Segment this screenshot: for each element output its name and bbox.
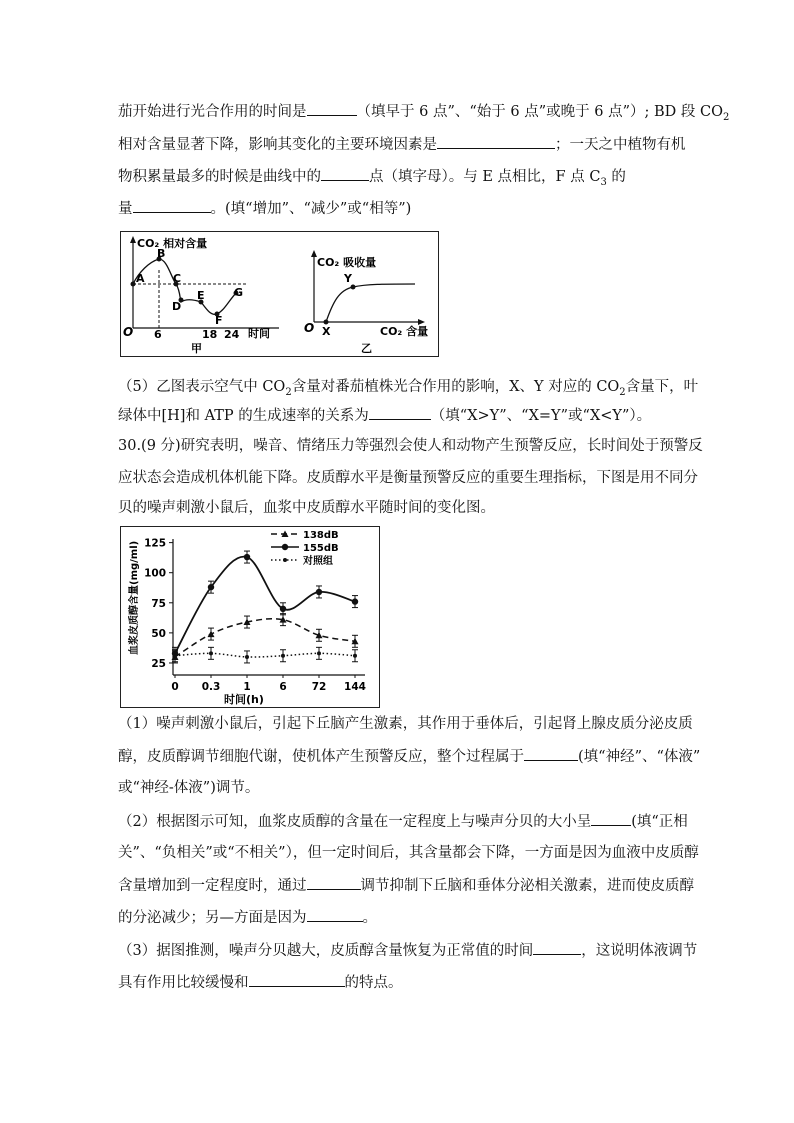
data-point-155dB-144 [352,598,358,604]
q30-3-line-2 [118,972,403,993]
answer-blank[interactable] [524,746,578,761]
q29-5-line-2 [118,405,651,426]
yi-point-x [324,320,329,325]
q30-2-line-4 [118,907,377,928]
data-point-138dB-0.3 [208,631,215,638]
subscript: 2 [285,386,292,398]
q29-5-line-1 [118,377,698,403]
jia-caption: 甲 [191,342,202,355]
q29-text: 点（填字母）。与 E 点相比，F 点 C [369,169,601,185]
jia-label-g: G [234,286,244,299]
chart-xtick-label: 6 [279,681,287,693]
chart-xtick-label: 0.3 [201,681,221,693]
q29-5-text: 含量对番茄植株光合作用的影响，X、Y 对应的 CO [291,379,620,395]
q29-text: 茄开始进行光合作用的时间是 [118,104,307,120]
q30-2-line-3 [118,875,694,896]
yi-label-y: Y [344,272,352,285]
jia-label-d: D [172,300,182,313]
data-point-155dB-6 [280,606,286,612]
chart-ytick-label: 25 [151,657,166,670]
legend-marker-155dB [282,544,288,550]
q29-5-text: （5）乙图表示空气中 CO [118,379,286,395]
q30-text: （2）根据图示可知，血浆皮质醇的含量在一定程度上与噪声分贝的大小呈 [118,814,592,830]
yi-xlabel: CO₂ 含量 [380,325,429,338]
jia-label-f: F [215,314,223,327]
q29-line-3 [118,166,626,193]
q30-3-line-1 [118,940,697,961]
jia-label-b: B [157,247,166,260]
yi-label-x: X [322,325,331,338]
chart-xtick-label: 1 [243,681,251,693]
jia-xlabel: 时间 [248,327,270,340]
data-point-对照组-0 [173,654,177,658]
q29-text: 物积累量最多的时候是曲线中的 [118,169,321,185]
q29-text: 量 [118,201,133,217]
chart-xtick-label: 144 [344,681,366,693]
q30-text: 含量增加到一定程度时，通过 [118,878,307,894]
answer-blank[interactable] [307,907,363,922]
q29-5-text: （填“X>Y”、“X=Y”或“X<Y”）。 [430,408,652,424]
data-point-对照组-72 [317,651,321,655]
jia-label-c: C [173,272,182,285]
yi-origin: O [304,321,315,335]
yi-curve [326,284,415,322]
q29-text: ；一天之中植物有机 [555,137,686,153]
jia-label-a: A [136,272,145,285]
yi-ylabel: CO₂ 吸收量 [317,256,377,269]
series-line-138dB [175,619,355,657]
jia-origin: O [123,325,134,339]
data-point-对照组-1 [245,655,249,659]
yi-point-y [351,285,356,290]
chart-ytick-label: 125 [144,537,166,550]
q30-2-line-1 [118,811,688,832]
legend-label-对照组: 对照组 [303,556,333,567]
jia-ylabel: CO₂ 相对含量 [137,237,208,250]
legend-label-138dB: 138dB [303,530,339,541]
data-point-对照组-6 [281,654,285,658]
q30-line-3: 贝的噪声刺激小鼠后，血浆中皮质醇水平随时间的变化图。 [118,500,495,516]
data-point-155dB-0.3 [208,584,214,590]
subscript: 2 [619,386,626,398]
answer-blank[interactable] [307,101,357,116]
q30-text: 。 [362,910,377,926]
q30-text: ，这说明体液调节 [581,943,698,959]
chart-ytick-label: 75 [151,597,166,610]
series-line-对照组 [175,653,355,657]
answer-blank[interactable] [249,972,345,987]
answer-blank[interactable] [307,875,361,890]
chart-xlabel: 时间(h) [224,693,264,706]
jia-point-a [131,282,136,287]
jia-label-e: E [197,289,205,302]
data-point-155dB-72 [316,589,322,595]
data-point-对照组-0.3 [209,651,213,655]
jia-y-arrow [130,236,136,243]
q30-2-line-2: 关”、“负相关”或“不相关”），但一定时间后，其含量都会下降，一方面是因为血液中皮质醇 [118,845,699,861]
legend-marker-对照组 [283,558,287,562]
legend-label-155dB: 155dB [303,543,339,554]
chart-ytick-label: 50 [151,627,166,640]
q30-line-2: 应状态会造成机体机能下降。皮质醇水平是衡量预警反应的重要生理指标，下图是用不同分 [118,470,698,486]
jia-xtick-24: 24 [224,328,240,341]
jia-curve [133,259,237,314]
q29-text: 。(填“增加”、“减少”或“相等”) [210,201,412,217]
q30-text: 具有作用比较缓慢和 [118,975,249,991]
q30-text: （3）据图推测，噪声分贝越大，皮质醇含量恢复为正常值的时间 [118,943,534,959]
cortisol-chart [120,526,380,708]
q30-1-line-3: 或“神经-体液”)调节。 [118,780,260,796]
figure-jia-yi [120,231,439,357]
chart-ytick-label: 100 [144,567,166,580]
figure-jia-yi-svg [121,232,438,356]
q29-text: 的 [606,169,626,185]
q29-text: （填早于 6 点”、“始于 6 点”或晚于 6 点”）; BD 段 CO [356,104,723,120]
subscript: 2 [722,111,730,123]
chart-ylabel: 血浆皮质醇含量(mg/ml) [129,540,140,655]
q30-text: (填“神经”、“体液” [578,749,701,765]
q29-5-text: 含量下，叶 [625,379,699,395]
data-point-对照组-144 [353,654,357,658]
yi-caption: 乙 [361,342,372,355]
chart-xtick-label: 72 [311,681,327,693]
data-point-155dB-1 [244,554,250,560]
q30-1-line-1: （1）噪声刺激小鼠后，引起下丘脑产生激素，其作用于垂体后，引起肾上腺皮质分泌皮质 [118,716,693,732]
answer-blank[interactable] [533,940,581,955]
q30-text: 的特点。 [344,975,403,991]
q29-5-text: 绿体中[H]和 ATP 的生成速率的关系为 [118,408,369,424]
q30-text: (填“正相 [631,814,688,830]
cortisol-chart-svg [121,527,379,707]
chart-xtick-label: 0 [171,681,179,693]
answer-blank[interactable] [133,198,211,213]
answer-blank[interactable] [369,405,431,420]
q29-line-1 [118,101,729,128]
answer-blank[interactable] [321,166,369,181]
fig-yi [304,250,428,355]
q30-text: 的分泌减少；另—方面是因为 [118,910,307,926]
q29-text: 相对含量显著下降，影响其变化的主要环境因素是 [118,137,437,153]
fig-jia [123,236,279,355]
q30-text: 调节抑制下丘脑和垂体分泌相关激素，进而使皮质醇 [360,878,694,894]
subscript: 3 [600,176,607,188]
jia-xtick-6: 6 [154,328,162,341]
q30-1-line-2 [118,746,700,767]
answer-blank[interactable] [591,811,631,826]
jia-xtick-18: 18 [202,328,218,341]
q29-line-2 [118,134,686,155]
answer-blank[interactable] [437,134,555,149]
q30-line-1: 30.(9 分)研究表明，噪音、情绪压力等强烈会使人和动物产生预警反应，长时间处于预警反 [118,438,703,454]
q29-line-4 [118,198,411,219]
q30-text: 醇，皮质醇调节细胞代谢，使机体产生预警反应，整个过程属于 [118,749,524,765]
